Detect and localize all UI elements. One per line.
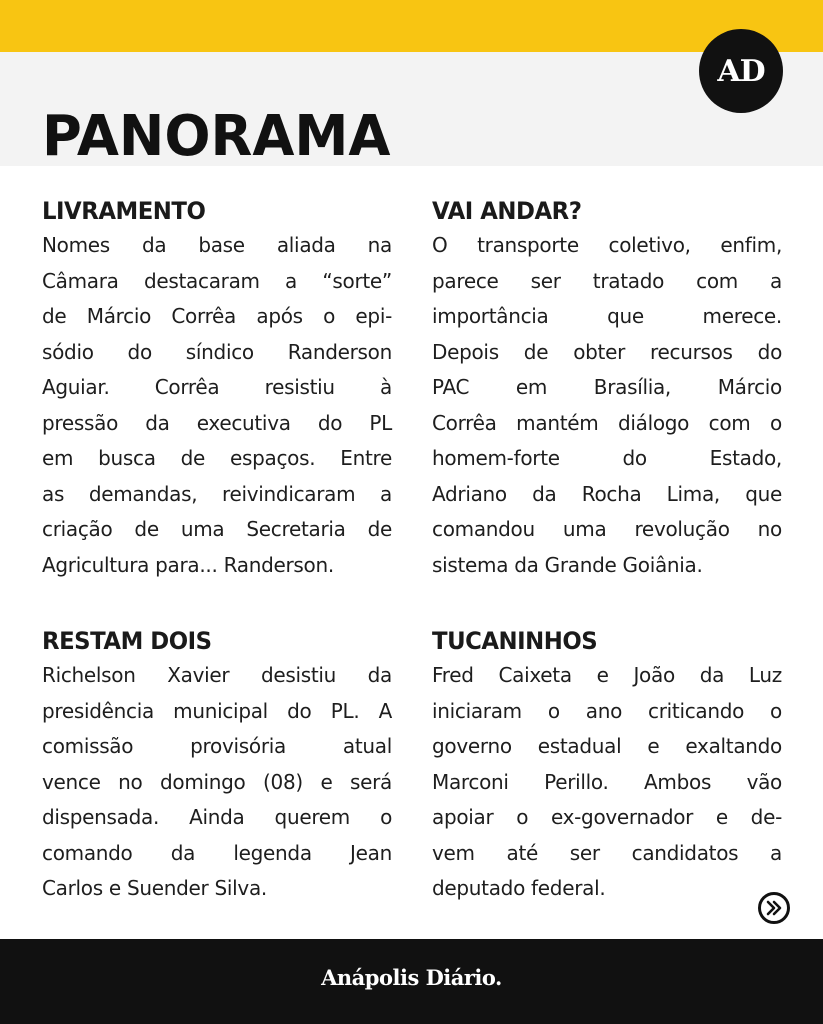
body-line: criação de uma Secretaria de (42, 517, 392, 541)
body-line: Richelson Xavier desistiu da (42, 663, 392, 687)
body-line: Câmara destacaram a “sorte” (42, 268, 392, 293)
footer (0, 939, 823, 1024)
body-line: comandou uma revolução no (432, 517, 782, 541)
body-line: Adriano da Rocha Lima, que (432, 481, 782, 506)
body-line: Depois de obter recursos do (432, 339, 782, 364)
double-chevron-right-icon (765, 900, 783, 916)
body-line: iniciaram o ano criticando o (432, 698, 782, 723)
top-accent-band (0, 0, 823, 52)
body-line: as demandas, reivindicaram a (42, 481, 392, 506)
body-line: importância que merece. (432, 304, 782, 328)
item-body (42, 658, 392, 907)
body-line: parece ser tratado com a (432, 268, 782, 293)
body-line: comissão provisória atual (42, 734, 392, 758)
body-line: sódio do síndico Randerson (42, 339, 392, 364)
item-heading: VAI ANDAR? (432, 197, 582, 225)
body-line: comando da legenda Jean (42, 840, 392, 865)
body-line: pressão da executiva do PL (42, 410, 392, 435)
body-line: Marconi Perillo. Ambos vão (432, 769, 782, 794)
news-item-tucaninhos (432, 626, 782, 907)
page-title: PANORAMA (42, 104, 391, 169)
body-line: deputado federal. (432, 876, 606, 900)
item-heading: TUCANINHOS (432, 627, 598, 655)
item-body (42, 228, 392, 583)
logo-badge (699, 29, 783, 113)
body-line: dispensada. Ainda querem o (42, 805, 392, 829)
item-body (432, 228, 782, 583)
body-line: vence no domingo (08) e será (42, 769, 392, 794)
body-line: O transporte coletivo, enfim, (432, 233, 782, 257)
body-line: Nomes da base aliada na (42, 233, 392, 257)
news-item-vai-andar (432, 196, 782, 583)
body-line: Agricultura para... Randerson. (42, 552, 334, 577)
body-line: sistema da Grande Goiânia. (432, 552, 703, 577)
body-line: vem até ser candidatos a (432, 840, 782, 865)
body-line: Corrêa mantém diálogo com o (432, 410, 782, 435)
body-line: homem-forte do Estado, (432, 446, 782, 470)
body-line: Fred Caixeta e João da Luz (432, 663, 782, 687)
body-line: PAC em Brasília, Márcio (432, 375, 782, 399)
body-line: apoiar o ex-governador e de- (432, 805, 782, 829)
body-line: de Márcio Corrêa após o epi- (42, 304, 392, 328)
footer-brand: Anápolis Diário. (321, 965, 502, 990)
body-line: Carlos e Suender Silva. (42, 876, 267, 900)
item-heading: RESTAM DOIS (42, 627, 212, 655)
body-line: governo estadual e exaltando (432, 734, 782, 758)
body-line: presidência municipal do PL. A (42, 698, 392, 723)
news-item-restam-dois (42, 626, 392, 907)
item-heading: LIVRAMENTO (42, 197, 206, 225)
next-page-button[interactable] (758, 892, 790, 924)
body-line: em busca de espaços. Entre (42, 446, 392, 470)
news-item-livramento (42, 196, 392, 583)
body-line: Aguiar. Corrêa resistiu à (42, 375, 392, 399)
item-body (432, 658, 782, 907)
logo-text: AD (717, 53, 765, 89)
